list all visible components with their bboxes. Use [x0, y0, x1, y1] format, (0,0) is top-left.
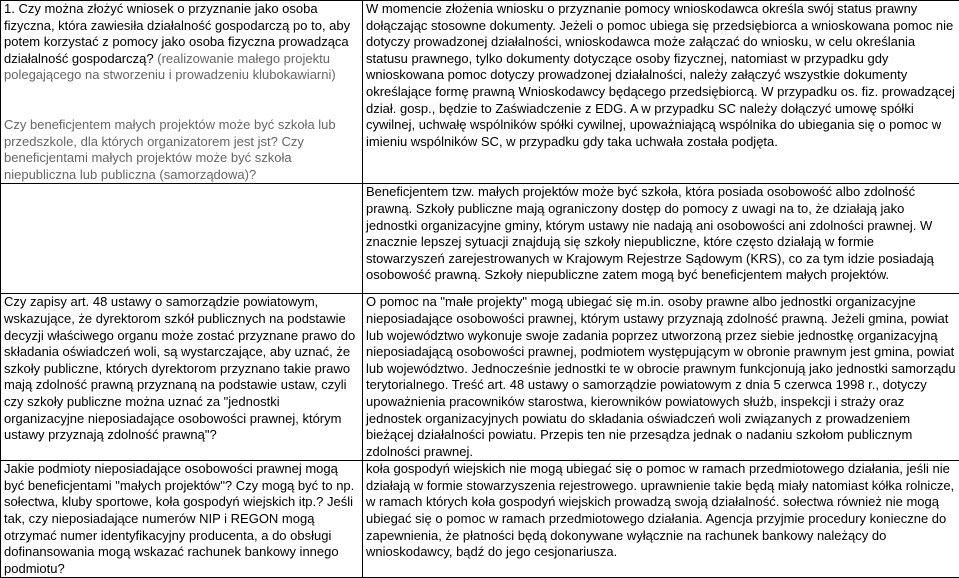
question-cell	[1, 184, 363, 294]
answer-cell	[363, 294, 959, 461]
question-cell	[1, 1, 363, 184]
question-cell	[1, 294, 363, 461]
question-text: Czy beneficjentem małych projektów może być szkoła lub przedszkole, dla których organizatorem jest jst? Czy beneficjentami małych projektów może być szkoła niepubliczna lub publiczna (samorządowa)?	[4, 117, 359, 183]
answer-text: W momencie złożenia wniosku o przyznanie pomocy wnioskodawca określa swój status prawny dołączając stosowne dokumenty. Jeżeli o pomoc ubiega się przedsiębiorca a wnioskowana pomoc nie dotyczy prowadzonej działalności, wnioskodawca może załączać do wniosku, w celu określania statusu prawnego, tylko dokumenty dotyczące osoby fizycznej, natomiast w przypadku gdy wnioskowana pomoc dotyczy prowadzonej działalności, należy załączyć wszystkie dokumenty określające formę prawną Wnioskodawcy będącego przedsiębiorcą. W przypadku os. fiz. prowadzącej dział. gosp., będzie to Zaświadczenie z EDG. A w przypadku SC należy dołączyć umowę spółki cywilnej, uchwałę wspólników spółki cywilnej, upoważniającą wspólnika do ubiegania się o pomoc w imieniu wspólników SC, w przypadku gdy taka uchwała została podjęta.	[366, 1, 956, 150]
question-subnote: (realizowanie małego projektu polegającego na stworzeniu i prowadzeniu klubokawiarni)	[4, 51, 336, 83]
answer-text: koła gospodyń wiejskich nie mogą ubiegać się o pomoc w ramach przedmiotowego działania, jeśli nie działają w formie stowarzyszenia rejestrowego. uprawnienie takie będą miały natomiast kółka rolnicze, w ramach których koła gospodyń wiejskich prowadzą swoją działalność. sołectwa również nie mogą ubiegać się o pomoc w ramach przedmiotowego działania. Agencja przyjmie procedury konieczne do zapewnienia, że płatności będą dokonywane wyłącznie na rachunek bankowy należący do wnioskodawcy, bądź do jego cesjonariusza.	[366, 461, 956, 561]
table-row	[1, 294, 959, 461]
table-row	[1, 184, 959, 294]
table-row	[1, 1, 959, 184]
answer-cell	[363, 461, 959, 578]
question-text	[4, 1, 359, 84]
answer-cell	[363, 184, 959, 294]
question-text: Jakie podmioty nieposiadające osobowości prawnej mogą być beneficjentami "małych projektów"? Czy mogą być to np. sołectwa, kluby sportowe, koła gospodyń wiejskich itp.? Jeśli tak, czy nieposiadające numerów NIP i REGON mogą otrzymać numer identyfikacyjny producenta, a do obsługi dofinansowania mogą wskazać rachunek bankowy innego podmiotu?	[4, 461, 359, 577]
question-text: Czy zapisy art. 48 ustawy o samorządzie powiatowym, wskazujące, że dyrektorom szkół publicznych na podstawie decyzji właściwego organu może zostać przyznane prawo do składania oświadczeń woli, są wystarczające, aby uznać, że szkoły publiczne, których dyrektorom przyznano takie prawo mają zdolność prawną przyznaną na podstawie ustaw, czyli czy szkoły publiczne można uznać za "jednostki organizacyjne nieposiadające osobowości prawnej, którym ustawy przyznają zdolność prawną"?	[4, 294, 359, 443]
table-row	[1, 461, 959, 578]
answer-text: Beneficjentem tzw. małych projektów może być szkoła, która posiada osobowość albo zdolność prawną. Szkoły publiczne mają ograniczony dostęp do pomocy z uwagi na to, że działają jako jednostki organizacyjne gminy, którym ustawy nie nadają ani osobowości ani zdolności prawnej. W znacznie lepszej sytuacji znajdują się szkoły niepubliczne, które często działają w formie stowarzyszeń zarejestrowanych w Krajowym Rejestrze Sądowym (KRS), co za tym idzie posiadają osobowość prawną. Szkoły niepubliczne zatem mogą być beneficjentem małych projektów.	[366, 184, 956, 284]
question-cell	[1, 461, 363, 578]
answer-text: O pomoc na "małe projekty" mogą ubiegać się m.in. osoby prawne albo jednostki organizacyjne nieposiadające osobowości prawnej, którym ustawy przyznają zdolność prawną. Jeżeli gmina, powiat lub województwo wykonuje swoje zadania poprzez utworzoną przez siebie jednostkę organizacyjną nieposiadającą osobowości prawnej, podmiotem występującym w obronie prawnym jest gmina, powiat lub województwo. Jednocześnie jednostki te w obrocie prawnym funkcjonują jako jednostki samorządu terytorialnego. Treść art. 48 ustawy o samorządzie powiatowym z dnia 5 czerwca 1998 r., dotyczy upoważnienia pracowników starostwa, kierowników powiatowych służb, inspekcji i straży oraz jednostek organizacyjnych powiatu do składania oświadczeń woli związanych z prowadzeniem bieżącej działalności powiatu. Przepis ten nie przesądza jednak o nadaniu szkołom publicznym zdolności prawnej.	[366, 294, 956, 460]
question-main: 1. Czy można złożyć wniosek o przyznanie jako osoba fizyczna, która zawiesiła działalność gospodarczą po to, aby potem korzystać z pomocy jako osoba fizyczna prowadząca działalność gospodarczą?	[4, 1, 350, 66]
answer-cell	[363, 1, 959, 184]
